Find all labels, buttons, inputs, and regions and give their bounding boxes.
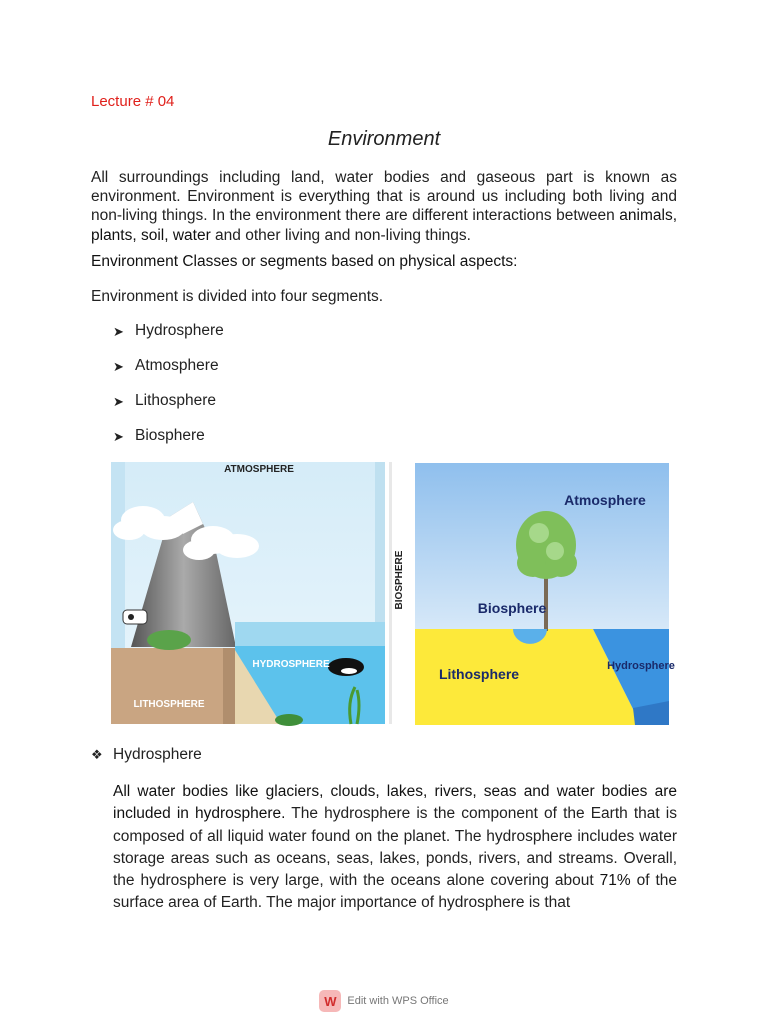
cow-shape [123, 610, 147, 624]
atmosphere-label: ATMOSPHERE [224, 464, 294, 475]
hydrosphere-lead: All water bodies like glaciers, clouds, lakes, rivers, seas and water bodies are included in hydrosphere. [113, 783, 677, 823]
hydrosphere-label: HYDROSPHERE [252, 659, 330, 670]
arrow-bullet-icon: ➤ [113, 429, 124, 444]
hydrosphere-heading-label: Hydrosphere [113, 746, 202, 763]
intro-paragraph [91, 168, 677, 245]
wps-logo-icon[interactable]: W [319, 990, 341, 1012]
earth-layers-illustration [415, 463, 675, 725]
segment-label: Biosphere [135, 427, 205, 444]
lithosphere-label: Lithosphere [438, 666, 520, 682]
page-title: Environment [327, 128, 441, 150]
segment-list [113, 322, 224, 462]
hydrosphere-body-1: The hydrosphere is the component of the Earth that is composed of all liquid water found on the planet. The hydrosphere includes water storage areas such as oceans, seas, lakes, ponds, rivers, and streams. Overall, the hydrosphere is very large, with the oceans alone covering about [113, 805, 677, 890]
arrow-bullet-icon: ➤ [113, 394, 124, 409]
wps-footer[interactable] [0, 990, 768, 1012]
divided-text: Environment is divided into four segments. [91, 288, 384, 305]
edit-with-wps-link[interactable]: Edit with WPS Office [347, 995, 449, 1007]
intro-text-1: All surroundings including land, water bodies and gaseous part is known as environment. Environment is everything that is around us including both living and non-living things. In the environment there are different interactions between [91, 169, 677, 225]
hydrosphere-heading [91, 746, 202, 764]
hydrosphere-body-2: of the surface area of Earth. The major importance of hydrosphere is that [113, 872, 677, 912]
list-item [113, 392, 224, 427]
environment-box-illustration [111, 462, 405, 724]
hydrosphere-paragraph [113, 781, 677, 915]
land-shape [111, 648, 223, 724]
segment-label: Lithosphere [135, 392, 217, 409]
segment-label: Hydrosphere [135, 322, 224, 339]
diamond-bullet-icon: ❖ [91, 747, 103, 762]
arrow-bullet-icon: ➤ [113, 359, 124, 374]
segment-label: Atmosphere [135, 357, 219, 374]
ocean-percent: 71% [599, 872, 631, 890]
biosphere-label: Biosphere [477, 600, 547, 616]
arrow-bullet-icon: ➤ [113, 324, 124, 339]
lithosphere-label: LITHOSPHERE [133, 699, 205, 710]
intro-emphasis: animals, plants, soil, water [91, 207, 677, 244]
atmosphere-label: Atmosphere [564, 492, 646, 508]
classes-heading: Environment Classes or segments based on physical aspects: [91, 253, 518, 270]
list-item [113, 427, 224, 462]
lecture-label: Lecture # 04 [91, 93, 175, 110]
list-item [113, 357, 224, 392]
hydrosphere-label: Hydrosphere [607, 660, 675, 672]
biosphere-label: BIOSPHERE [394, 550, 405, 610]
intro-text-2: and other living and non-living things. [210, 226, 471, 244]
list-item [113, 322, 224, 357]
